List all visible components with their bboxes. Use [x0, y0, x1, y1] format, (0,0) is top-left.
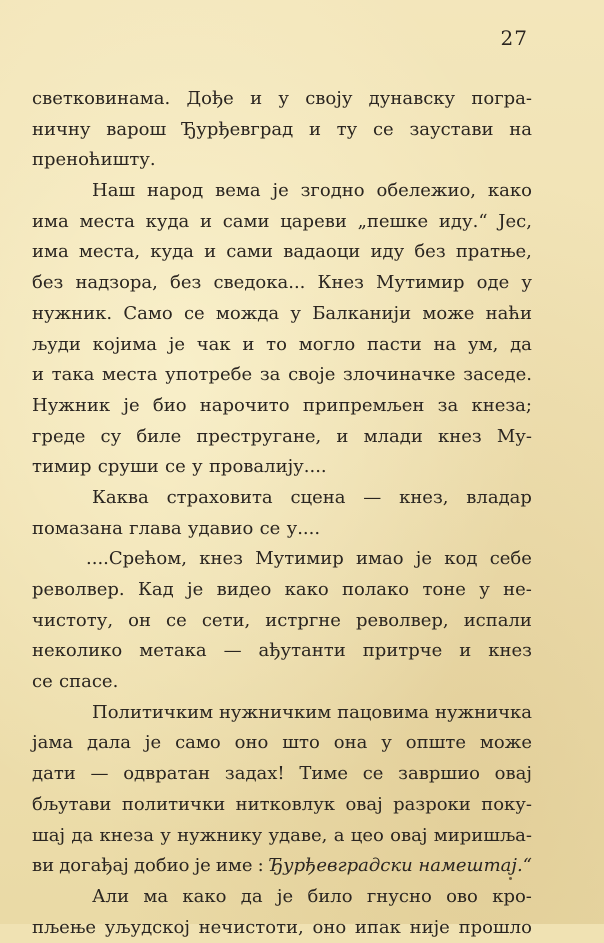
word: сруши: [97, 456, 159, 478]
word: Ђурђевград: [181, 118, 294, 140]
word: без: [414, 241, 446, 263]
word: револвер,: [356, 609, 449, 631]
text-line: [32, 422, 532, 453]
text-line: [32, 483, 532, 514]
word: пратње,: [455, 241, 532, 263]
word: је: [144, 732, 162, 754]
word: надзора,: [75, 272, 158, 294]
word: што: [282, 732, 320, 754]
page-number: 27: [500, 26, 528, 50]
word: дала: [86, 732, 131, 754]
word: Само: [123, 302, 173, 324]
word: заседе.: [463, 364, 532, 386]
text-line: [32, 452, 532, 483]
text-line: [32, 575, 532, 606]
text-line: [32, 544, 532, 575]
word: може: [479, 732, 532, 754]
word: је: [194, 855, 211, 877]
word: је: [415, 548, 433, 570]
word: овај: [345, 793, 383, 815]
word: неколико: [32, 640, 123, 662]
word: чак: [196, 333, 231, 355]
word: у: [479, 579, 490, 600]
word: се: [259, 517, 281, 539]
text-line: [32, 115, 532, 146]
word: има: [32, 210, 69, 232]
word: ипак: [354, 916, 401, 938]
word: оде: [476, 272, 510, 294]
word: имао: [355, 548, 404, 570]
word: ту: [336, 118, 358, 140]
word: није: [409, 916, 450, 938]
word: могло: [298, 333, 356, 355]
word: Каква: [92, 486, 149, 508]
word: у: [192, 456, 203, 478]
word: завршио: [398, 763, 480, 785]
word: куда: [150, 241, 194, 263]
text-line: [32, 606, 532, 637]
word: се: [183, 302, 205, 324]
text-line: [32, 790, 532, 821]
word: она: [333, 732, 368, 754]
word: можда: [215, 302, 280, 324]
word: и: [204, 241, 217, 263]
word: кнез,: [399, 486, 449, 508]
word: за: [259, 364, 281, 386]
word: Јес,: [498, 210, 532, 232]
word: удавио: [187, 517, 254, 539]
text-line: [32, 176, 532, 207]
body-text: [32, 84, 532, 943]
word: така: [51, 364, 95, 386]
word: тимир: [32, 456, 92, 478]
word: да: [510, 333, 532, 355]
word: Наш: [92, 180, 136, 202]
word: име: [215, 855, 253, 877]
word: ви: [32, 855, 55, 877]
word: заустави: [409, 118, 494, 140]
word: иду: [370, 241, 405, 263]
word: јама: [32, 732, 74, 754]
text-line: [32, 728, 532, 759]
word: којима: [92, 333, 158, 355]
text-line: [32, 84, 532, 115]
word: и: [242, 333, 255, 355]
word: кнез: [488, 640, 532, 662]
word: вадаоци: [283, 241, 361, 263]
word: нужник.: [32, 302, 113, 324]
word: само: [175, 732, 221, 754]
text-line: [32, 514, 532, 545]
word: не-: [503, 579, 532, 600]
text-line: [32, 391, 532, 422]
word: Дође: [186, 88, 234, 109]
word: истргне: [265, 609, 341, 631]
word: места: [79, 210, 135, 232]
paper-speck: [509, 877, 512, 880]
word: како: [487, 180, 532, 202]
text-line: [32, 698, 532, 729]
word: на: [433, 333, 457, 355]
word: греде: [32, 425, 86, 447]
word: притрче: [362, 640, 443, 662]
word: је: [187, 579, 204, 600]
word: дати: [32, 763, 76, 785]
word: кнеза: [99, 824, 154, 846]
word: без: [32, 272, 64, 294]
word: се: [166, 609, 187, 631]
word: овај: [494, 763, 532, 785]
word: Му-: [496, 425, 532, 447]
word: се: [32, 671, 53, 693]
word: задах!: [224, 763, 285, 785]
text-line: [32, 882, 532, 913]
word: нечистоти,: [198, 916, 304, 938]
word: —: [223, 640, 242, 662]
word: је: [123, 394, 140, 416]
word: пацовима: [337, 701, 430, 723]
word: и: [308, 118, 321, 140]
word: у....: [286, 517, 321, 539]
word: Балканији: [312, 302, 412, 324]
word: за: [437, 394, 459, 416]
word: оно: [234, 732, 269, 754]
word: обележио,: [376, 180, 477, 202]
word: удаве,: [268, 824, 328, 846]
word: припремљен: [302, 394, 425, 416]
word: сети,: [201, 609, 251, 631]
word: а: [333, 824, 345, 846]
word: ....Срећом,: [86, 548, 187, 570]
word: да: [240, 885, 263, 907]
word: полако: [342, 579, 410, 600]
text-line: [32, 237, 532, 268]
word: светковинама.: [32, 88, 171, 109]
word: погра-: [471, 88, 532, 109]
word: пасти: [366, 333, 422, 355]
word: поку-: [481, 793, 532, 815]
word: разроки: [393, 793, 471, 815]
word: сцена: [290, 486, 346, 508]
word: своје: [288, 364, 336, 386]
word: провалију....: [208, 456, 327, 478]
word: сведока...: [213, 272, 306, 294]
text-line: [32, 360, 532, 391]
word: спасе.: [59, 671, 119, 693]
word: „пешке: [357, 210, 429, 232]
word: кнез: [199, 548, 243, 570]
word: ум,: [467, 333, 499, 355]
word: оно: [312, 916, 347, 938]
word: и: [199, 210, 212, 232]
word: себе: [489, 548, 532, 570]
word: ово: [446, 885, 478, 907]
text-line: [32, 667, 532, 698]
word: сами: [226, 241, 274, 263]
word: на: [509, 118, 532, 140]
word: у: [160, 824, 171, 846]
word: владар: [466, 486, 532, 508]
word: иду.“: [438, 210, 488, 232]
word: то: [266, 333, 287, 355]
word: нужничким: [218, 701, 332, 723]
text-line: [32, 636, 532, 667]
word: миришља-: [433, 824, 532, 846]
word: да: [71, 824, 94, 846]
word: страховита: [166, 486, 273, 508]
word: ничну: [32, 118, 91, 140]
word: злочиначке: [343, 364, 456, 386]
word: Нужник: [32, 394, 111, 416]
text-line: [32, 913, 532, 943]
word: куда: [145, 210, 190, 232]
word: цео: [350, 824, 384, 846]
word: кнеза;: [471, 394, 532, 416]
word: употребе: [165, 364, 253, 386]
word: —: [363, 486, 382, 508]
text-line: [32, 207, 532, 238]
word: и: [336, 425, 349, 447]
word: тоне: [422, 579, 466, 600]
word: се: [372, 118, 394, 140]
word: кнез: [437, 425, 482, 447]
word: он: [128, 609, 151, 631]
word: и: [32, 364, 44, 386]
word: како: [284, 579, 329, 600]
word: су: [100, 425, 122, 447]
word: метака: [139, 640, 207, 662]
word: у: [521, 272, 532, 294]
word: шај: [32, 824, 66, 846]
word: без: [170, 272, 202, 294]
word: прошло: [458, 916, 532, 938]
word: биле: [136, 425, 182, 447]
word: било: [307, 885, 353, 907]
word: нужничка: [434, 701, 532, 723]
text-line: [32, 268, 532, 299]
word: уљудској: [104, 916, 190, 938]
word: политички: [121, 793, 226, 815]
word: преноћишту.: [32, 149, 156, 171]
text-line: [32, 821, 532, 852]
word: је: [276, 885, 294, 907]
word: нарочито: [199, 394, 290, 416]
word: престругане,: [196, 425, 322, 447]
word: је: [272, 180, 289, 202]
text-line: [32, 330, 532, 361]
word: згодно: [300, 180, 365, 202]
word: чистоту,: [32, 609, 114, 631]
word: има: [32, 241, 69, 263]
word: Кнез: [317, 272, 364, 294]
word: људи: [32, 333, 81, 355]
word: помазана: [32, 517, 123, 539]
text-line: [32, 145, 532, 176]
italic-title: Ђурђевградски намештај.“: [268, 855, 532, 877]
word: у: [290, 302, 301, 324]
word: у: [381, 732, 392, 754]
word: се: [362, 763, 384, 785]
word: глава: [129, 517, 182, 539]
word: Мутимир: [376, 272, 465, 294]
word: се: [165, 456, 186, 478]
word: бљутави: [32, 793, 112, 815]
word: Мутимир: [255, 548, 344, 570]
word: места,: [78, 241, 141, 263]
text-line: [32, 851, 532, 882]
word: опште: [405, 732, 466, 754]
word: наћи: [485, 302, 532, 324]
word: своју: [305, 88, 353, 109]
word: варош: [106, 118, 167, 140]
word: револвер.: [32, 579, 125, 600]
word: је: [168, 333, 185, 355]
word: :: [257, 855, 264, 877]
word: гнусно: [366, 885, 432, 907]
word: може: [422, 302, 475, 324]
word: добио: [133, 855, 190, 877]
text-line: [32, 299, 532, 330]
word: пљење: [32, 916, 96, 938]
word: видео: [216, 579, 272, 600]
word: цареви: [280, 210, 347, 232]
word: кро-: [492, 885, 532, 907]
word: дунавску: [368, 88, 456, 109]
word: одвратан: [123, 763, 211, 785]
word: код: [444, 548, 478, 570]
word: и: [459, 640, 472, 662]
word: млади: [363, 425, 423, 447]
word: овај: [390, 824, 428, 846]
word: Политичким: [92, 701, 214, 723]
word: ма: [143, 885, 169, 907]
word: у: [278, 88, 289, 109]
word: нужнику: [177, 824, 263, 846]
word: народ: [147, 180, 204, 202]
word: Кад: [137, 579, 174, 600]
word: нитковлук: [235, 793, 336, 815]
word: сами: [222, 210, 270, 232]
word: био: [152, 394, 187, 416]
word: Тиме: [299, 763, 348, 785]
text-line: [32, 759, 532, 790]
word: и: [250, 88, 263, 109]
word: Али: [92, 885, 130, 907]
word: испали: [463, 609, 532, 631]
word: како: [182, 885, 227, 907]
word: ађутанти: [258, 640, 346, 662]
word: —: [90, 763, 109, 785]
word: вема: [215, 180, 261, 202]
word: догађај: [59, 855, 129, 877]
word: места: [102, 364, 158, 386]
